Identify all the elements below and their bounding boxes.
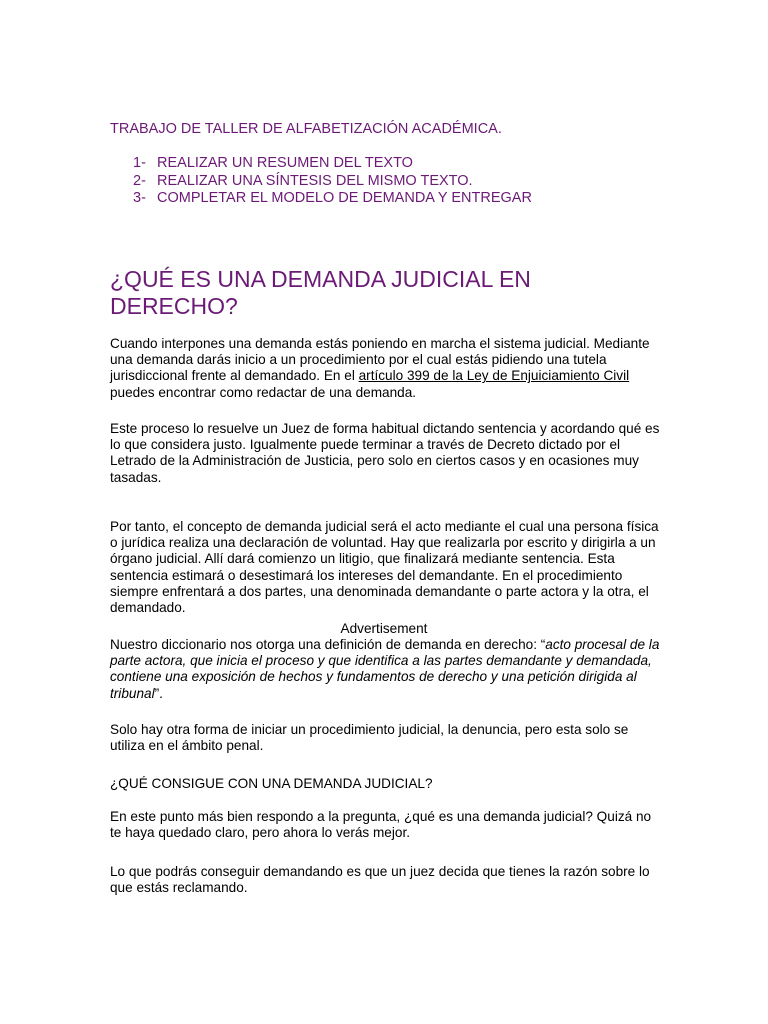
page-title: ¿QUÉ ES UNA DEMANDA JUDICIAL EN DERECHO? xyxy=(110,266,531,319)
paragraph-intro xyxy=(110,336,662,401)
paragraph-text: Nuestro diccionario nos otorga una definición de demanda en derecho: “ xyxy=(110,637,546,652)
task-number: 3- xyxy=(133,190,146,206)
task-item xyxy=(133,190,532,208)
task-list xyxy=(133,155,532,208)
paragraph-denuncia: Solo hay otra forma de iniciar un procedimiento judicial, la denuncia, pero esta solo se utiliza en el ámbito penal. xyxy=(110,722,629,754)
paragraph-process: Este proceso lo resuelve un Juez de forma habitual dictando sentencia y acordando qué es lo que considera justo. Igualmente puede terminar a través de Decreto dictado por el Letrado de la Administración de Justicia, pero solo en ciertos casos y en ocasiones muy tasadas. xyxy=(110,421,660,485)
assignment-header: TRABAJO DE TALLER DE ALFABETIZACIÓN ACADÉMICA. xyxy=(110,121,502,137)
paragraph-question: En este punto más bien respondo a la pregunta, ¿qué es una demanda judicial? Quizá no te haya quedado claro, pero ahora lo verás mejor. xyxy=(110,809,652,841)
paragraph-text: ”. xyxy=(154,685,163,701)
paragraph-concept: Por tanto, el concepto de demanda judicial será el acto mediante el cual una persona física o jurídica realiza una declaración de voluntad. Hay que realizarla por escrito y dirigirla a un órgano judicial. Allí dará comienzo un litigio, que finalizará mediante sentencia. Esta sentencia estimará o desestimará los intereses del demandante. En el procedimiento siempre enfrentará a dos partes, una denominada demandante o parte actora y la otra, el demandado. xyxy=(110,519,659,616)
task-text: COMPLETAR EL MODELO DE DEMANDA Y ENTREGAR xyxy=(157,190,532,206)
paragraph-outcome: Lo que podrás conseguir demandando es que un juez decida que tienes la razón sobre lo que estás reclamando. xyxy=(110,864,650,896)
task-text: REALIZAR UN RESUMEN DEL TEXTO xyxy=(157,155,413,171)
task-number: 1- xyxy=(133,155,146,171)
law-article-link[interactable]: artículo 399 de la Ley de Enjuiciamiento Civil xyxy=(358,368,630,384)
definition-quote: acto procesal de la parte actora, que inicia el proceso y que identifica a las partes demandante y demandada, contiene una exposición de hechos y fundamentos de derecho y una petición dirigida al tribunal xyxy=(110,637,660,701)
task-text: REALIZAR UNA SÍNTESIS DEL MISMO TEXTO. xyxy=(157,172,473,189)
task-item xyxy=(133,173,532,191)
paragraph-definition xyxy=(110,637,662,702)
section-subheading: ¿QUÉ CONSIGUE CON UNA DEMANDA JUDICIAL? xyxy=(110,776,433,791)
task-item xyxy=(133,155,532,173)
task-number: 2- xyxy=(133,172,146,189)
paragraph-text: Cuando interpones una demanda estás poniendo en marcha el sistema judicial. Mediante una demanda darás inicio a un procedimiento por el cual estás pidiendo una tutela jurisdiccional frente al demandado. En el xyxy=(110,336,650,384)
advertisement-label: Advertisement xyxy=(340,621,428,636)
paragraph-text: puedes encontrar como redactar de una demanda. xyxy=(110,384,417,400)
